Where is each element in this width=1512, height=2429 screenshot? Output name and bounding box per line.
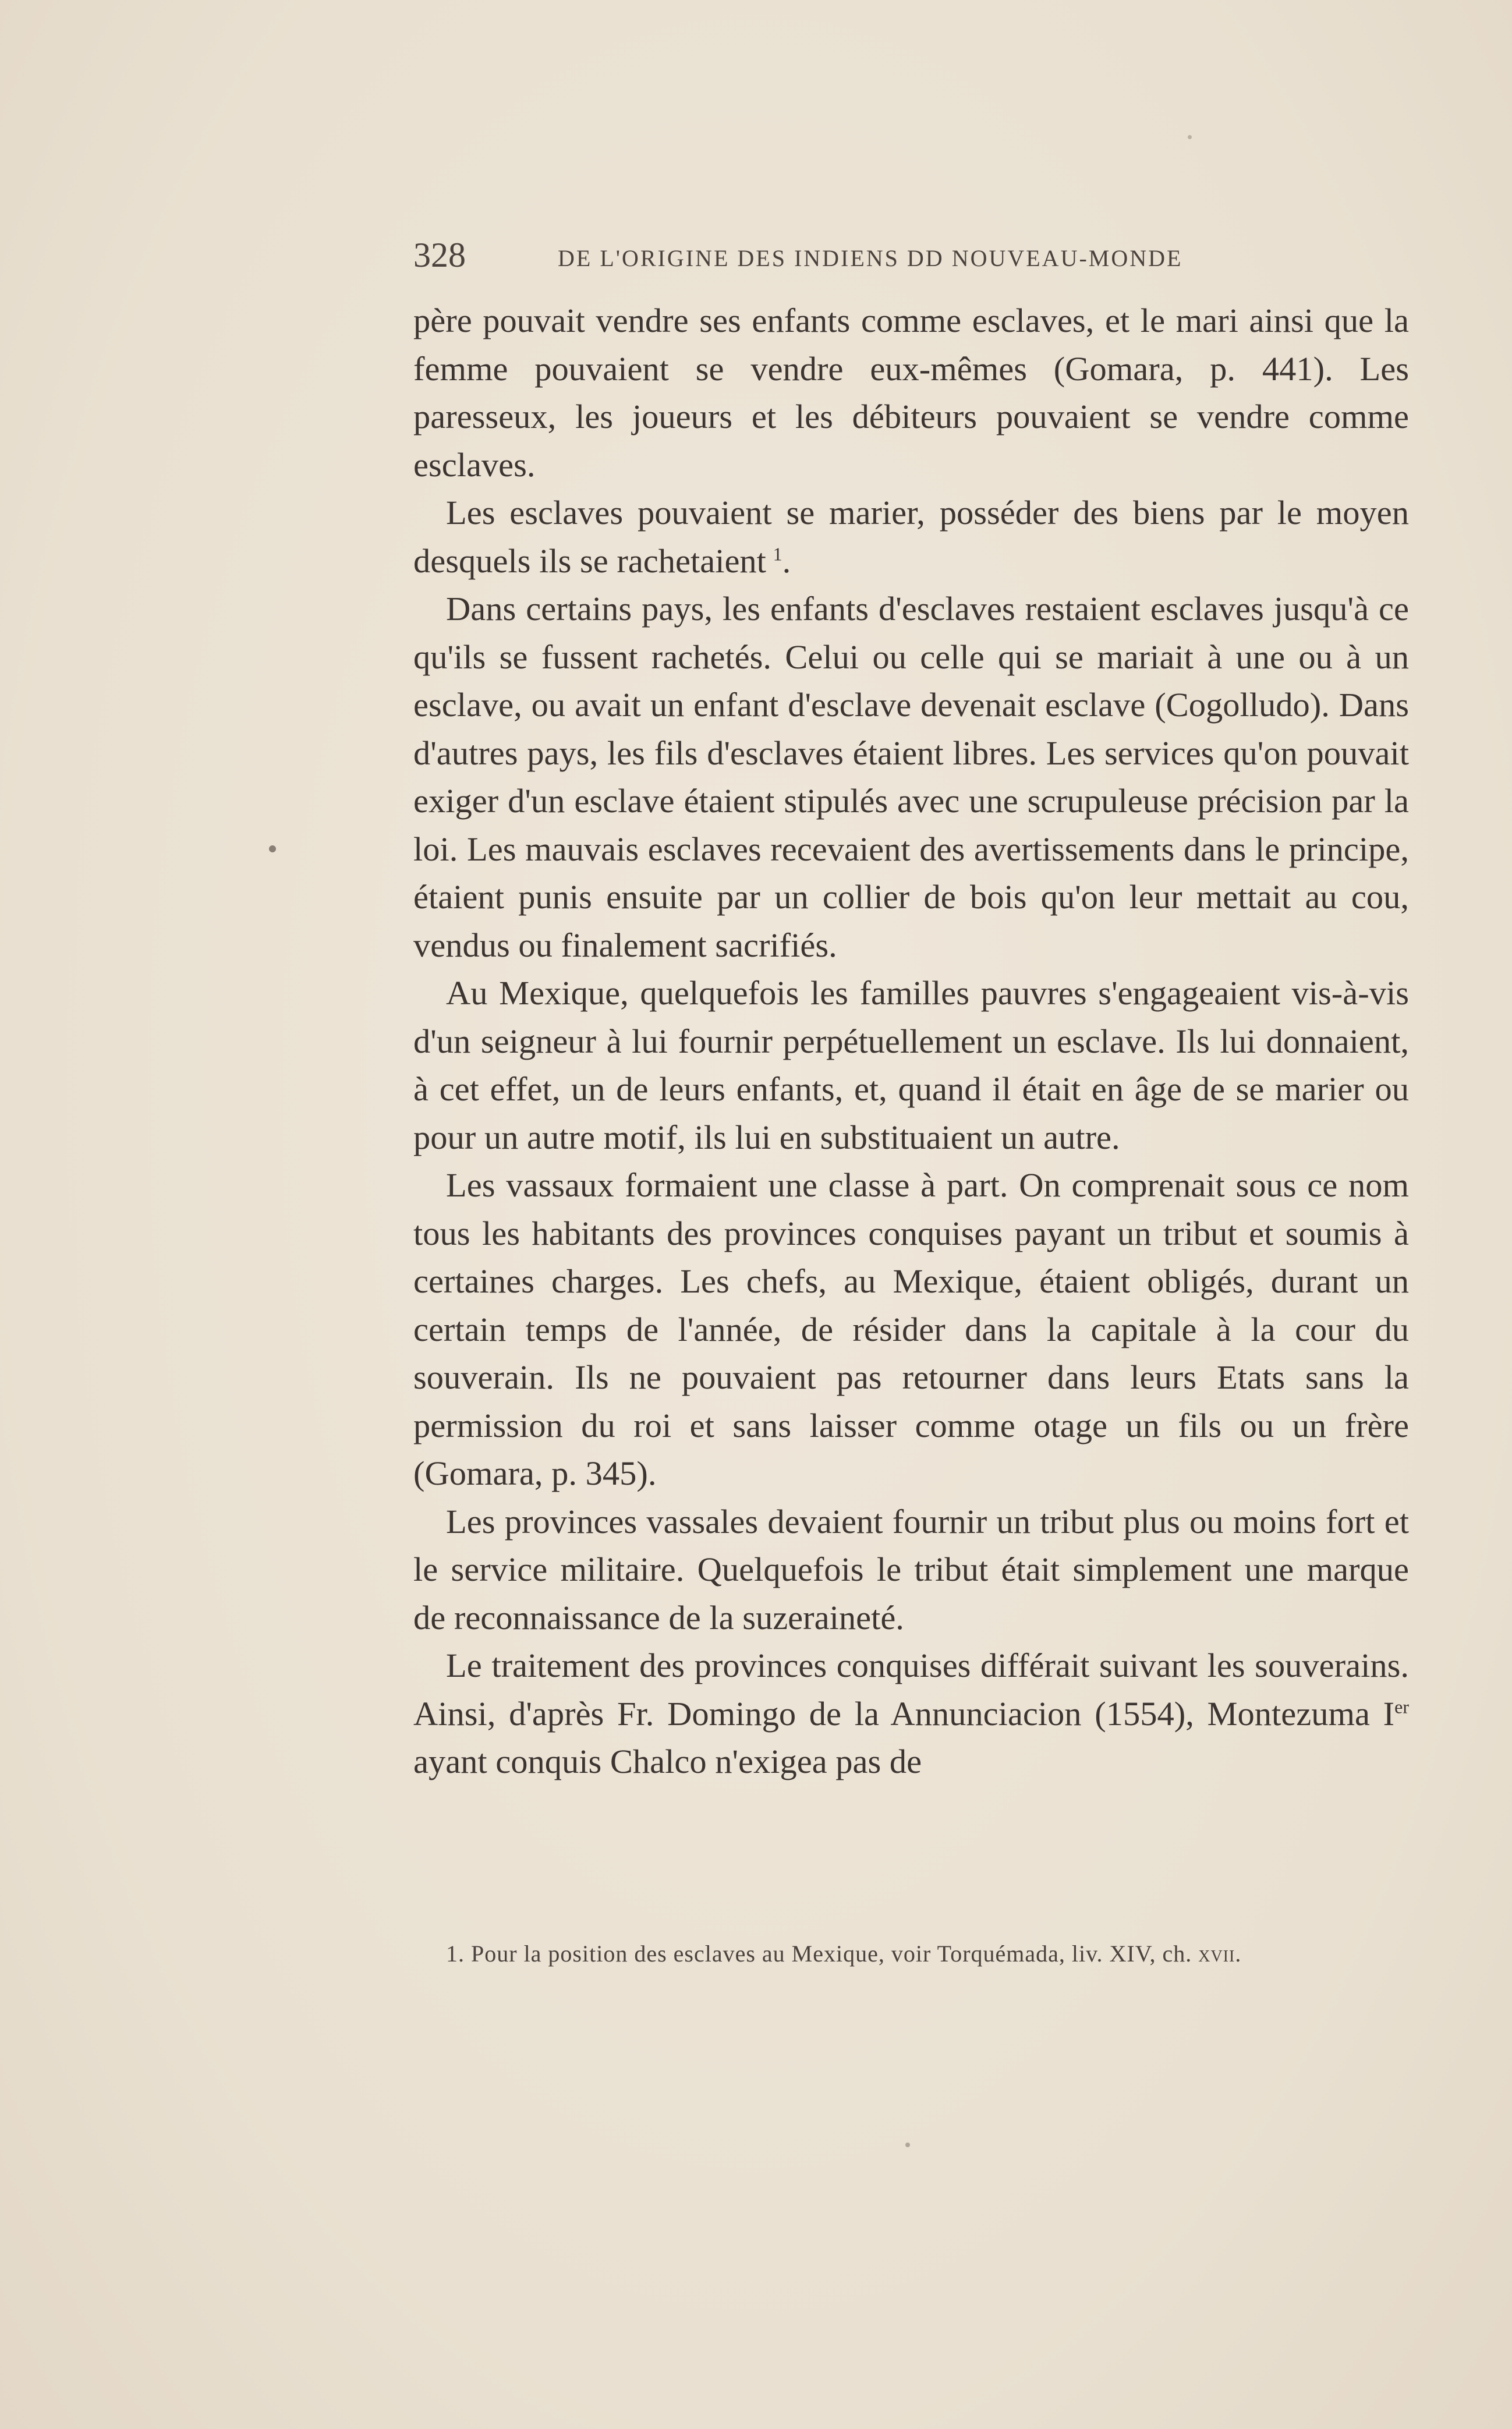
paper-speck: [269, 845, 276, 852]
ordinal-superscript: er: [1394, 1696, 1409, 1717]
paragraph-1-text: père pouvait vendre ses enfants comme esclaves, et le mari ainsi que la femme pouvaient se vendre eux-mêmes (Gomara, p. 441). Les paresseux, les joueurs et les débiteurs pouvaient se vendre comme esclaves.: [413, 302, 1409, 484]
paragraph-7-text: Le traitement des provinces conquises différait suivant les souverains. Ainsi, d'après Fr. Domingo de la Annunciacion (1554), Montezuma I: [413, 1647, 1409, 1733]
paragraph-7: [413, 1642, 1409, 1786]
paragraph-5: [413, 1162, 1409, 1498]
paragraph-6: [413, 1498, 1409, 1642]
footnote-chapter: xvii.: [1198, 1941, 1242, 1967]
paragraph-2-text: Les esclaves pouvaient se marier, posséder des biens par le moyen desquels ils se rachetaient: [413, 494, 1409, 580]
paragraph-1: [413, 297, 1409, 489]
paragraph-3: [413, 585, 1409, 969]
paper-speck: [1188, 135, 1192, 139]
footnote: [446, 1938, 1412, 1970]
paragraph-5-text: Les vassaux formaient une classe à part. On comprenait sous ce nom tous les habitants des provinces conquises payant un tribut et soumis à certaines charges. Les chefs, au Mexique, étaient obligés, durant un certain temps de l'année, de résider dans la capitale à la cour du souverain. Ils ne pouvaient pas retourner dans leurs Etats sans la permission du roi et sans laisser comme otage un fils ou un frère (Gomara, p. 345).: [413, 1166, 1409, 1492]
footnote-number: 1.: [446, 1941, 465, 1967]
paragraph-2: [413, 489, 1409, 585]
footnote-text: Pour la position des esclaves au Mexique, voir Torquémada, liv. XIV, ch.: [471, 1941, 1192, 1967]
paragraph-2-tail: .: [782, 541, 791, 580]
paper-speck: [905, 2143, 910, 2147]
paragraph-4-text: Au Mexique, quelquefois les familles pauvres s'engageaient vis-à-vis d'un seigneur à lui fournir perpétuellement un esclave. Ils lui donnaient, à cet effet, un de leurs enfants, et, quand il était en âge de se marier ou pour un autre motif, ils lui en substituaient un autre.: [413, 974, 1409, 1156]
paragraph-4: [413, 969, 1409, 1162]
paragraph-7-tail: ayant conquis Chalco n'exigea pas de: [413, 1743, 922, 1780]
body-text: [413, 297, 1409, 1786]
running-title: DE L'ORIGINE DES INDIENS DD NOUVEAU-MONDE: [558, 245, 1183, 271]
paragraph-6-text: Les provinces vassales devaient fournir un tribut plus ou moins fort et le service militaire. Quelquefois le tribut était simplement une marque de reconnaissance de la suzeraineté.: [413, 1502, 1409, 1637]
page-number: 328: [413, 236, 466, 274]
running-header: [413, 232, 1409, 278]
footnote-reference: 1: [773, 543, 782, 564]
paragraph-3-text: Dans certains pays, les enfants d'esclaves restaient esclaves jusqu'à ce qu'ils se fussent rachetés. Celui ou celle qui se mariait à une ou à un esclave, ou avait un enfant d'esclave devenait esclave (Cogolludo). Dans d'autres pays, les fils d'esclaves étaient libres. Les services qu'on pouvait exiger d'un esclave étaient stipulés avec une scrupuleuse précision par la loi. Les mauvais esclaves recevaient des avertissements dans le principe, étaient punis ensuite par un collier de bois qu'on leur mettait au cou, vendus ou finalement sacrifiés.: [413, 590, 1409, 964]
